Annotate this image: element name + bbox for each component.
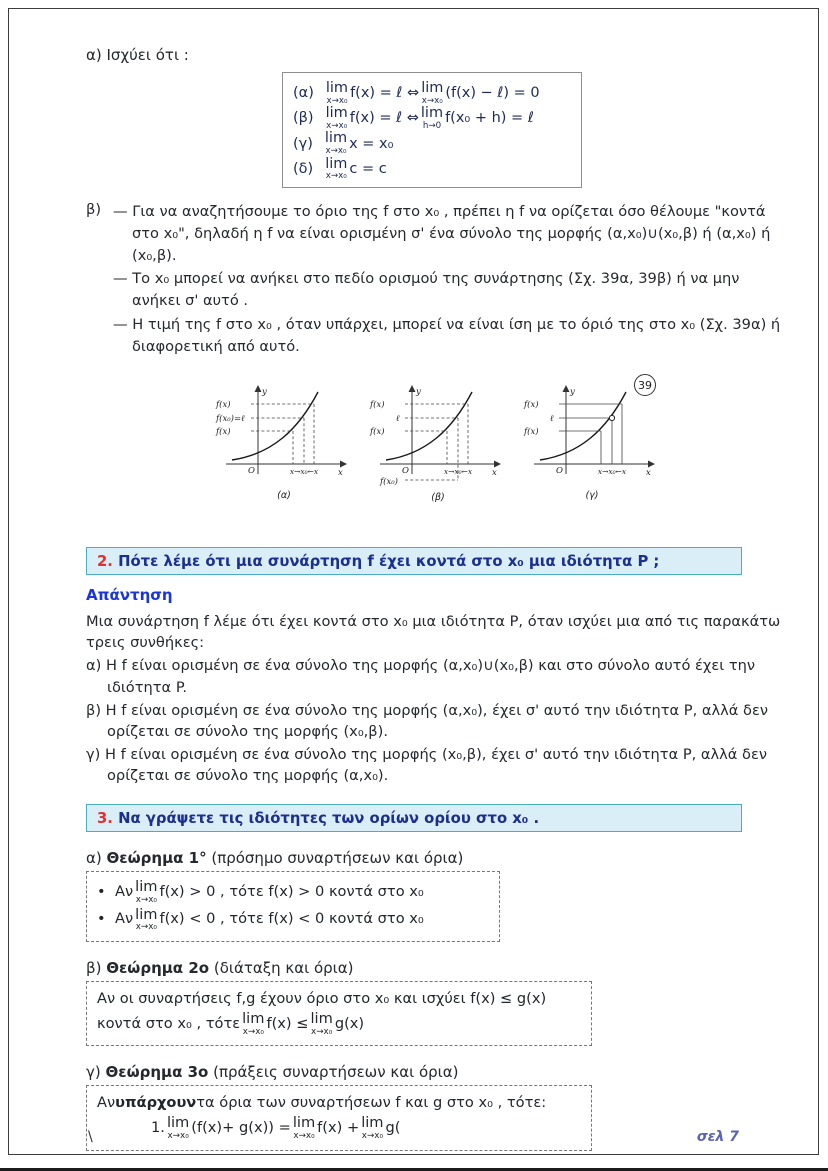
limit-properties-box — [282, 72, 582, 188]
y-axis-label: y — [570, 387, 575, 398]
theorem-3-subtitle: (πράξεις συναρτήσεων και όρια) — [208, 1063, 459, 1082]
property-row-d — [293, 157, 571, 181]
theorem-2-formula-1: Αν οι συναρτήσεις f,g έχουν όριο στο x₀ και ισχύει f(x) ≤ g(x) — [97, 990, 547, 1008]
section-b-item: — Το x₀ μπορεί να ανήκει στο πεδίο ορισμού της συνάρτησης (Σχ. 39α, 39β) ή να μην ανήκει σ' αυτό . — [113, 270, 740, 310]
ell-label: ℓ — [396, 414, 400, 425]
question-3-box — [86, 804, 742, 832]
theorem-3-heading — [86, 1063, 783, 1081]
ell-label: ℓ — [550, 414, 554, 425]
answer-item-b: β) Η f είναι ορισμένη σε ένα σύνολο της μορφής (α,x₀), έχει σ' αυτό την ιδιότητα P, αλλά δεν ορίζεται σε σύνολο της μορφής (x₀,β). — [86, 701, 769, 740]
theorem-1-subtitle: (πρόσημο συναρτήσεων και όρια) — [206, 849, 464, 868]
theorem-2-subtitle: (διάταξη και όρια) — [209, 959, 354, 978]
fx-bot-label: f(x) — [370, 427, 385, 438]
caption-beta: (β) — [431, 492, 445, 504]
property-tag: (β) — [293, 110, 314, 127]
theorem-2-box — [86, 981, 592, 1046]
theorem-2-prefix: β) — [86, 959, 107, 978]
theorem-3-title: Θεώρημα 3ο — [105, 1063, 209, 1082]
property-tag: (δ) — [293, 160, 314, 177]
property-formula: lim x→x₀ f(x) = ℓ ⇔ lim x→x₀ (f(x) − ℓ) = 0 — [325, 80, 540, 106]
property-tag: (α) — [293, 85, 314, 102]
figure-number-badge: 39 — [634, 374, 656, 396]
question-3-number: 3. — [97, 810, 113, 828]
theorem-3-intro-text: Αν υπάρχουν τα όρια των συναρτήσεων f και g στο x₀ , τότε: — [97, 1094, 547, 1112]
section-b-item: — Η τιμή της f στο x₀ , όταν υπάρχει, μπορεί να είναι ίση με το όριό της στο x₀ (Σχ. 39α) ή διαφορετική από αυτό. — [113, 316, 781, 356]
property-tag: (γ) — [293, 135, 313, 152]
caption-gamma: (γ) — [585, 490, 599, 502]
page-number: σελ 7 — [696, 1129, 739, 1145]
section-a-heading: α) Ισχύει ότι : — [86, 46, 189, 64]
theorem-1-title: Θεώρημα 1° — [106, 849, 207, 868]
x-axis-label: x — [492, 468, 497, 479]
section-b-items — [113, 201, 783, 360]
origin-label: O — [248, 466, 255, 477]
theorem-1-formula-2: Αν lim x→x₀ f(x) < 0 , τότε f(x) < 0 κοντά στο x₀ — [115, 905, 424, 933]
theorem-1 — [86, 849, 783, 942]
y-axis-label: y — [262, 387, 267, 398]
fx-bot-label: f(x) — [216, 427, 231, 438]
graph-alpha — [214, 378, 354, 513]
theorem-3-prefix: γ) — [86, 1063, 106, 1082]
fx-top-label: f(x) — [524, 400, 539, 411]
theorem-1-line-2 — [97, 905, 489, 933]
theorem-2-heading — [86, 959, 783, 977]
answer-intro: Μια συνάρτηση f λέμε ότι έχει κοντά στο x₀ μια ιδιότητα P, όταν ισχύει μια από τις παρακάτω τρεις συνθήκες: — [86, 613, 781, 652]
property-formula: lim x→x₀ c = c — [325, 155, 387, 182]
fx0-label: f(x₀)=ℓ — [216, 414, 245, 425]
theorem-2 — [86, 959, 783, 1046]
fx-bot-label: f(x) — [524, 427, 539, 438]
theorem-1-heading — [86, 849, 783, 867]
fx-top-label: f(x) — [216, 400, 231, 411]
property-row-a — [293, 81, 571, 105]
property-row-c — [293, 131, 571, 155]
section-b-item: — Για να αναζητήσουμε το όριο της f στο x₀ , πρέπει η f να ορίζεται όσο θέλουμε "κοντά στο x₀", δηλαδή η f να είναι ορισμένη σ' ένα σύνολο της μορφής (α,x₀)∪(x₀,β) ή (α,x₀) ή (x₀,β). — [113, 202, 771, 264]
graph-gamma — [522, 378, 662, 513]
theorem-1-box — [86, 871, 500, 942]
caption-alpha: (α) — [277, 490, 291, 502]
x-ticks-label: x→x₀←x — [289, 467, 319, 477]
y-axis-label: y — [416, 387, 421, 398]
property-formula: lim x→x₀ x = x₀ — [324, 130, 394, 156]
figure-39 — [214, 378, 684, 513]
theorem-3-formula-1: 1. lim x→x₀ (f(x)+ g(x)) = lim x→x₀ f(x) + lim x→x₀ g( — [151, 1114, 401, 1141]
bullet-icon: • — [97, 882, 106, 900]
bullet-icon: • — [97, 910, 106, 928]
theorem-1-formula-1: Αν lim x→x₀ f(x) > 0 , τότε f(x) > 0 κοντά στο x₀ — [115, 878, 424, 905]
question-2-number: 2. — [97, 553, 113, 571]
question-2-text: Πότε λέμε ότι μια συνάρτηση f έχει κοντά στο x₀ μια ιδιότητα P ; — [112, 553, 660, 571]
graph-beta — [368, 378, 508, 513]
fx0-below-label: f(x₀) — [380, 477, 398, 488]
x-axis-label: x — [338, 468, 343, 479]
question-3-text: Να γράψετε τις ιδιότητες των ορίων ορίου στο x₀ . — [112, 810, 540, 828]
answer-heading: Απάντηση — [86, 586, 173, 605]
section-b — [86, 201, 783, 360]
theorem-2-line-2 — [97, 1009, 581, 1037]
footer-mark: \ — [88, 1129, 93, 1145]
question-2-box — [86, 547, 742, 575]
theorem-2-title: Θεώρημα 2ο — [106, 959, 210, 978]
theorem-1-line-1 — [97, 880, 489, 904]
theorem-2-formula-2: κοντά στο x₀ , τότε lim x→x₀ f(x) ≤ lim x→x₀ g(x) — [97, 1009, 365, 1037]
section-b-label: β) — [86, 200, 102, 218]
theorem-1-prefix: α) — [86, 849, 107, 868]
x-ticks-label: x→x₀←x — [597, 467, 627, 477]
theorem-2-line-1 — [97, 990, 581, 1009]
fx-top-label: f(x) — [370, 400, 385, 411]
x-axis-label: x — [646, 468, 651, 479]
answer-item-a: α) Η f είναι ορισμένη σε ένα σύνολο της μορφής (α,x₀)∪(x₀,β) και στο σύνολο αυτό έχει την ιδιότητα P. — [86, 657, 756, 696]
property-formula: lim x→x₀ f(x) = ℓ ⇔ lim h→0 f(x₀ + h) = ℓ — [325, 105, 534, 131]
origin-label: O — [556, 466, 563, 477]
property-row-b — [293, 106, 571, 130]
page-footer — [0, 1129, 828, 1145]
theorem-3-intro — [97, 1094, 581, 1113]
x-ticks-label: x→x₀←x — [443, 467, 473, 477]
open-point — [609, 415, 614, 420]
origin-label: O — [402, 466, 409, 477]
answer-item-c: γ) Η f είναι ορισμένη σε ένα σύνολο της μορφής (x₀,β), έχει σ' αυτό την ιδιότητα P, αλλά δεν ορίζεται σε σύνολο της μορφής (α,x₀). — [86, 745, 768, 785]
